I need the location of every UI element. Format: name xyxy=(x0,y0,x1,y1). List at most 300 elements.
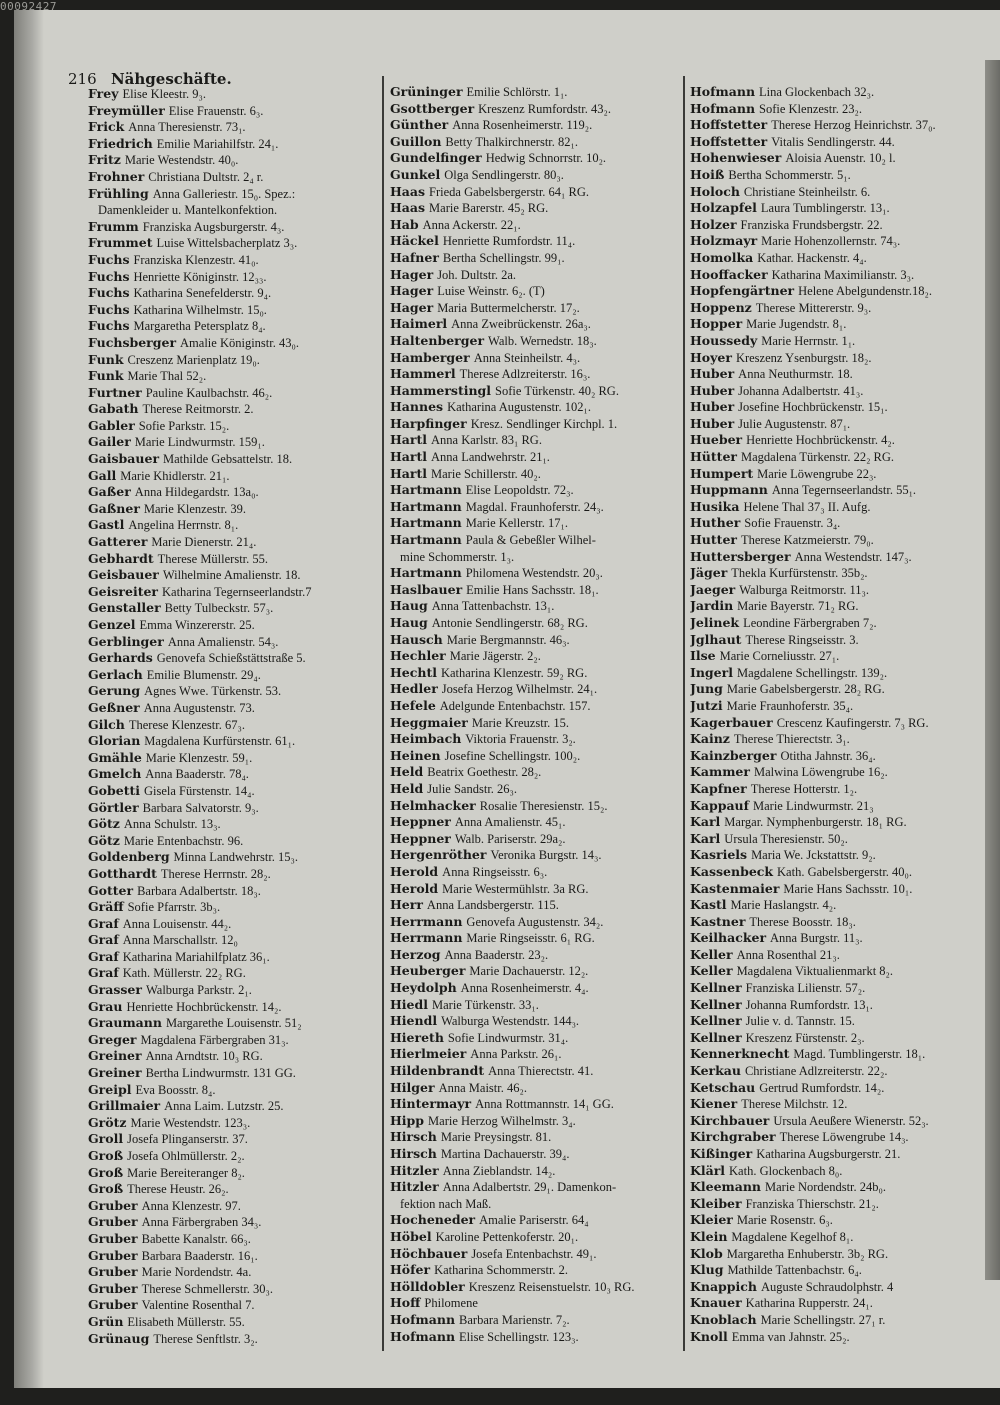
directory-entry xyxy=(88,584,373,601)
entry-surname: Heggmaier xyxy=(390,714,468,730)
entry-details: Luise Weinstr. 6₂. (T) xyxy=(437,284,545,299)
directory-entry xyxy=(390,1279,675,1296)
directory-entry xyxy=(690,1179,980,1196)
entry-details: Therese Herrnstr. 28₂. xyxy=(160,866,271,881)
entry-details: Emilie Mariahilfstr. 24₁. xyxy=(156,136,279,151)
entry-surname: Kammer xyxy=(690,764,750,780)
directory-entry xyxy=(88,932,373,949)
entry-surname: Huber xyxy=(690,366,735,382)
entry-surname: Kirchgraber xyxy=(690,1129,776,1145)
directory-entry xyxy=(390,300,675,317)
next-page-edge xyxy=(985,60,1000,1280)
entry-details: Anna Thierectstr. 41. xyxy=(488,1064,594,1079)
directory-entry xyxy=(88,1248,373,1265)
entry-details: Anna Amalienstr. 54₃. xyxy=(167,634,279,649)
directory-entry xyxy=(690,582,980,599)
directory-entry xyxy=(390,549,675,566)
entry-details: Anna Marschallstr. 12₀ xyxy=(122,933,238,948)
entry-details: Anna Amalienstr. 45₁. xyxy=(454,815,566,830)
directory-entry xyxy=(690,997,980,1014)
entry-details: Sofie Parkstr. 15₂. xyxy=(138,418,230,433)
entry-details: Anna Rosenthal 21₃. xyxy=(736,947,840,962)
directory-entry xyxy=(690,233,980,250)
entry-surname: Frummet xyxy=(88,235,153,251)
entry-details: Marie Dienerstr. 21₄. xyxy=(151,535,257,550)
directory-entry xyxy=(690,914,980,931)
entry-details: Elise Schellingstr. 123₃. xyxy=(459,1329,579,1344)
entry-details: Emilie Schlörstr. 1₁. xyxy=(466,85,568,99)
directory-entry xyxy=(390,648,675,665)
entry-surname: Gerung xyxy=(88,683,141,699)
directory-entry xyxy=(690,333,980,350)
entry-details: Emma van Jahnstr. 25₂. xyxy=(731,1329,850,1344)
entry-surname: Jaeger xyxy=(690,581,736,597)
directory-entry xyxy=(88,1115,373,1132)
directory-entry xyxy=(88,119,373,136)
entry-details: Franziska Frundsbergstr. 22. xyxy=(740,217,883,232)
entry-surname: Keller xyxy=(690,946,733,962)
directory-entry xyxy=(690,1146,980,1163)
directory-entry xyxy=(88,600,373,617)
entry-surname: Hiedl xyxy=(390,996,429,1012)
entry-details: Therese Boosstr. 18₃. xyxy=(749,914,856,929)
entry-surname: Hooffacker xyxy=(690,266,768,282)
entry-details: Angelina Herrnstr. 8₁. xyxy=(128,518,239,533)
entry-details: Marie Türkenstr. 33₁. xyxy=(432,997,539,1012)
entry-surname: Harpfinger xyxy=(390,415,467,431)
directory-entry xyxy=(390,914,675,931)
directory-entry xyxy=(390,897,675,914)
entry-details: Marie Ringseisstr. 6₁ RG. xyxy=(466,931,595,946)
directory-entry xyxy=(88,152,373,169)
directory-entry xyxy=(690,316,980,333)
directory-entry xyxy=(390,1262,675,1279)
entry-details: Marie Westermühlstr. 3a RG. xyxy=(442,881,589,896)
entry-details: Marie Jugendstr. 8₁. xyxy=(746,317,847,332)
entry-surname: Grötz xyxy=(88,1114,127,1130)
entry-surname: Häckel xyxy=(390,233,439,249)
directory-entry xyxy=(88,833,373,850)
directory-entry xyxy=(88,1048,373,1065)
directory-entry xyxy=(390,217,675,234)
entry-details: Bertha Schellingstr. 99₁. xyxy=(442,250,565,265)
entry-details: Kreszenz Reisenstuelstr. 10₃ RG. xyxy=(468,1279,635,1294)
entry-details: Johanna Adalbertstr. 41₃. xyxy=(738,383,864,398)
entry-surname: Haltenberger xyxy=(390,332,485,348)
entry-surname: Gaisbauer xyxy=(88,451,160,467)
directory-entry xyxy=(390,781,675,798)
directory-entry xyxy=(390,101,675,118)
entry-details: Genovefa Augustenstr. 34₂. xyxy=(466,914,604,929)
entry-details: Marie Herrnstr. 1₁. xyxy=(761,333,856,348)
entry-surname: Hager xyxy=(390,299,434,315)
entry-surname: Groll xyxy=(88,1131,124,1147)
directory-entry xyxy=(88,186,373,203)
entry-details: Ursula Aeußere Wienerstr. 52₃. xyxy=(773,1113,929,1128)
entry-details: Frieda Gabelsbergerstr. 64₁ RG. xyxy=(429,184,590,199)
entry-details: Therese Klenzestr. 67₃. xyxy=(128,717,245,732)
entry-surname: Holzapfel xyxy=(690,200,757,216)
entry-surname: Graf xyxy=(88,948,119,964)
entry-surname: Holzmayr xyxy=(690,233,758,249)
directory-entry xyxy=(690,1113,980,1130)
entry-surname: Groß xyxy=(88,1164,124,1180)
directory-entry xyxy=(390,200,675,217)
entry-details: Walburga Parkstr. 2₁. xyxy=(145,983,252,998)
entry-details: Otitha Jahnstr. 36₄. xyxy=(780,748,876,763)
directory-entry xyxy=(390,1013,675,1030)
scan-id: 00092427 xyxy=(0,0,57,13)
directory-entry xyxy=(690,1129,980,1146)
entry-surname: Hab xyxy=(390,216,419,232)
directory-entry xyxy=(88,1131,373,1148)
directory-entry xyxy=(88,285,373,302)
entry-details: Marie Herzog Wilhelmstr. 3₄. xyxy=(428,1113,576,1128)
entry-details: Magd. Tumblingerstr. 18₁. xyxy=(793,1047,926,1062)
entry-details: Elisabeth Müllerstr. 55. xyxy=(127,1314,245,1329)
directory-entry xyxy=(390,1146,675,1163)
directory-entry xyxy=(88,1098,373,1115)
entry-surname: Ketschau xyxy=(690,1079,756,1095)
entry-details: Marie Lindwurmstr. 159₁. xyxy=(134,435,265,450)
entry-surname: Jäger xyxy=(690,565,728,581)
entry-details: Josefa Entenbachstr. 49₁. xyxy=(471,1246,597,1261)
entry-surname: Klug xyxy=(690,1262,724,1278)
directory-entry xyxy=(390,150,675,167)
entry-surname: Herrmann xyxy=(390,930,463,946)
directory-entry xyxy=(88,916,373,933)
entry-surname: Graf xyxy=(88,932,119,948)
directory-entry xyxy=(88,1214,373,1231)
entry-details: Auguste Schraudolphstr. 4 xyxy=(760,1279,894,1294)
directory-entry xyxy=(88,899,373,916)
entry-details: Anna Landwehrstr. 21₁. xyxy=(431,450,550,465)
entry-surname: Karl xyxy=(690,814,721,830)
entry-details: Anna Westendstr. 147₃. xyxy=(794,549,912,564)
entry-surname: Hitzler xyxy=(390,1179,439,1195)
entry-surname: Hoffstetter xyxy=(690,133,768,149)
entry-surname: Gerblinger xyxy=(88,633,164,649)
directory-entry xyxy=(690,366,980,383)
directory-entry xyxy=(690,167,980,184)
entry-surname: Hitzler xyxy=(390,1162,439,1178)
entry-surname: Gräff xyxy=(88,899,124,915)
entry-surname: Heppner xyxy=(390,830,451,846)
directory-entry xyxy=(390,980,675,997)
entry-details: Anna Rosenheimerstr. 4₄. xyxy=(460,981,589,996)
directory-entry xyxy=(88,634,373,651)
entry-surname: Greger xyxy=(88,1031,137,1047)
directory-entry xyxy=(88,683,373,700)
entry-surname: Fritz xyxy=(88,152,121,168)
entry-details: Anna Baaderstr. 78₄. xyxy=(145,767,249,782)
directory-entry xyxy=(690,715,980,732)
entry-surname: Knoblach xyxy=(690,1311,757,1327)
directory-entry xyxy=(690,1030,980,1047)
entry-details: Therese Thierectstr. 3₁. xyxy=(733,732,850,747)
entry-surname: Frey xyxy=(88,86,119,101)
directory-entry xyxy=(390,814,675,831)
directory-entry xyxy=(88,385,373,402)
directory-entry xyxy=(88,302,373,319)
directory-column-2 xyxy=(390,84,675,1345)
directory-entry xyxy=(88,517,373,534)
directory-entry xyxy=(690,200,980,217)
entry-details: Therese Senftlstr. 3₂. xyxy=(153,1331,258,1346)
entry-surname: Hilger xyxy=(390,1079,435,1095)
directory-entry xyxy=(390,84,675,101)
directory-entry xyxy=(690,532,980,549)
entry-surname: Hartl xyxy=(390,432,428,448)
entry-surname: Hütter xyxy=(690,449,737,465)
directory-entry xyxy=(690,283,980,300)
entry-surname: Husika xyxy=(690,498,740,514)
entry-details: Marie Westendstr. 40₀. xyxy=(124,153,239,168)
entry-details: Therese Milchstr. 12. xyxy=(741,1097,848,1112)
entry-details: Bertha Schommerstr. 5₁. xyxy=(728,167,851,182)
entry-details: Elise Frauenstr. 6₃. xyxy=(168,103,264,118)
entry-details: Wilhelmine Amalienstr. 18. xyxy=(162,568,301,583)
entry-surname: Jutzi xyxy=(690,697,723,713)
directory-entry xyxy=(88,1297,373,1314)
entry-details: Katharina Maximilianstr. 3₃. xyxy=(771,267,915,282)
entry-details: fektion nach Maß. xyxy=(400,1196,492,1211)
entry-surname: Goldenberg xyxy=(88,849,170,865)
entry-surname: Hartmann xyxy=(390,482,462,498)
entry-details: Damenkleider u. Mantelkonfektion. xyxy=(98,203,278,218)
entry-surname: Heinen xyxy=(390,747,441,763)
entry-details: Mathilde Tattenbachstr. 6₄. xyxy=(727,1263,862,1278)
entry-details: Beatrix Goethestr. 28₂. xyxy=(427,765,542,780)
entry-surname: Klein xyxy=(690,1228,728,1244)
entry-surname: Fuchsberger xyxy=(88,334,177,350)
entry-details: Genovefa Schießstättstraße 5. xyxy=(156,651,306,666)
entry-surname: Keller xyxy=(690,963,733,979)
entry-details: Josefa Ohlmüllerstr. 2₂. xyxy=(127,1149,245,1163)
entry-surname: Gruber xyxy=(88,1297,138,1313)
entry-surname: Groß xyxy=(88,1148,124,1163)
entry-details: Marie Bayerstr. 71₂ RG. xyxy=(737,599,859,614)
entry-surname: Held xyxy=(390,764,424,780)
directory-entry xyxy=(690,1246,980,1263)
entry-details: Anna Tattenbachstr. 13₁. xyxy=(431,599,555,614)
entry-details: Magdalena Kurfürstenstr. 61₁. xyxy=(144,734,296,749)
entry-details: Therese Müllerstr. 55. xyxy=(157,551,269,566)
directory-entry xyxy=(390,482,675,499)
directory-entry xyxy=(690,134,980,151)
directory-entry xyxy=(390,416,675,433)
directory-entry xyxy=(690,300,980,317)
directory-entry xyxy=(88,468,373,485)
directory-entry xyxy=(390,764,675,781)
entry-details: Elise Leopoldstr. 72₃. xyxy=(465,483,574,498)
entry-details: Marie Bereiteranger 8₂. xyxy=(127,1165,245,1180)
entry-surname: Kerkau xyxy=(690,1063,741,1079)
entry-details: Anna Steinheilstr. 4₃. xyxy=(473,350,581,365)
entry-details: Marie Lindwurmstr. 21₃ xyxy=(753,798,874,813)
directory-entry xyxy=(690,1196,980,1213)
directory-entry xyxy=(88,1082,373,1099)
entry-surname: Hofmann xyxy=(390,1311,456,1327)
directory-entry xyxy=(88,982,373,999)
directory-entry xyxy=(88,252,373,269)
entry-surname: Held xyxy=(390,780,424,796)
entry-details: Therese Schmellerstr. 30₃. xyxy=(141,1281,274,1296)
directory-entry xyxy=(390,283,675,300)
entry-details: Emma Winzererstr. 25. xyxy=(139,618,255,632)
entry-details: Franziska Lilienstr. 57₂. xyxy=(745,981,866,996)
directory-entry xyxy=(690,615,980,632)
directory-entry xyxy=(390,267,675,284)
directory-entry xyxy=(690,250,980,267)
entry-details: Laura Tumblingerstr. 13₁. xyxy=(760,201,890,216)
entry-details: Henriette Rumfordstr. 11₄. xyxy=(442,234,576,249)
entry-surname: Helmhacker xyxy=(390,797,476,813)
directory-entry xyxy=(390,963,675,980)
directory-entry xyxy=(690,1295,980,1312)
entry-details: Barbara Adalbertstr. 18₃. xyxy=(137,883,261,898)
directory-entry xyxy=(690,864,980,881)
entry-surname: Gundelfinger xyxy=(390,150,482,166)
entry-surname: Herrmann xyxy=(390,913,463,929)
entry-surname: Greipl xyxy=(88,1081,132,1097)
page-number: 216 xyxy=(68,70,97,88)
section-title: Nähgeschäfte. xyxy=(110,70,232,88)
directory-entry xyxy=(390,167,675,184)
entry-details: Katharina Rupperstr. 24₁. xyxy=(745,1296,873,1311)
entry-surname: Huther xyxy=(690,515,741,531)
directory-entry xyxy=(390,316,675,333)
entry-details: Anna Louisenstr. 44₂. xyxy=(122,916,232,931)
entry-surname: Frumm xyxy=(88,218,139,234)
entry-details: Katharina Klenzestr. 59₂ RG. xyxy=(440,665,588,680)
directory-entry xyxy=(88,1264,373,1281)
entry-details: Christiana Dultstr. 2₄ r. xyxy=(148,169,264,184)
entry-surname: Herold xyxy=(390,880,439,896)
directory-entry xyxy=(390,1196,675,1213)
entry-details: Marie Khidlerstr. 21₁. xyxy=(120,468,230,483)
entry-surname: Hartmann xyxy=(390,498,462,514)
directory-entry xyxy=(690,466,980,483)
entry-surname: Huppmann xyxy=(690,482,768,498)
entry-details: Marie Löwengrube 22₃. xyxy=(757,466,877,481)
directory-entry xyxy=(390,798,675,815)
entry-surname: Gruber xyxy=(88,1264,138,1280)
entry-details: Anna Arndtstr. 10₃ RG. xyxy=(145,1049,263,1064)
entry-surname: Hergenröther xyxy=(390,847,487,863)
entry-surname: Homolka xyxy=(690,249,754,265)
directory-entry xyxy=(88,1314,373,1331)
entry-details: Rosalie Theresienstr. 15₂. xyxy=(479,798,608,813)
entry-details: Walb. Pariserstr. 29a₂. xyxy=(454,831,566,846)
entry-surname: Geisbauer xyxy=(88,567,159,583)
entry-surname: Hedler xyxy=(390,681,438,697)
entry-details: Maria Buttermelcherstr. 17₂. xyxy=(437,300,580,315)
entry-details: Barbara Salvatorstr. 9₃. xyxy=(142,800,259,815)
directory-entry xyxy=(390,864,675,881)
entry-surname: Kastenmaier xyxy=(690,880,780,896)
entry-surname: Gmelch xyxy=(88,766,142,782)
entry-details: Bertha Lindwurmstr. 131 GG. xyxy=(145,1066,296,1081)
entry-details: Gertrud Rumfordstr. 14₂. xyxy=(759,1080,885,1095)
entry-surname: Gruber xyxy=(88,1280,138,1296)
entry-details: Margarethe Louisenstr. 51₂ xyxy=(165,1016,302,1031)
entry-surname: Huttersberger xyxy=(690,548,791,564)
entry-surname: Gruber xyxy=(88,1247,138,1263)
entry-surname: Gaßner xyxy=(88,500,140,516)
entry-details: Marie Hans Sachsstr. 10₁. xyxy=(783,881,913,896)
entry-surname: Heydolph xyxy=(390,980,457,996)
entry-details: Marie Corneliusstr. 27₁. xyxy=(719,649,840,664)
directory-entry xyxy=(690,764,980,781)
entry-details: Marie Klenzestr. 59₁. xyxy=(145,750,253,765)
entry-surname: Gaßer xyxy=(88,484,131,500)
entry-details: Marie Fraunhoferstr. 35₄. xyxy=(726,698,854,713)
entry-surname: Huber xyxy=(690,415,735,431)
directory-entry xyxy=(690,831,980,848)
directory-entry xyxy=(390,831,675,848)
directory-entry xyxy=(690,383,980,400)
entry-details: Anna Landsbergerstr. 115. xyxy=(426,898,559,913)
directory-entry xyxy=(88,1181,373,1198)
entry-surname: Klob xyxy=(690,1245,723,1261)
directory-entry xyxy=(390,1046,675,1063)
entry-surname: Gunkel xyxy=(390,166,441,182)
entry-surname: Kappauf xyxy=(690,797,750,813)
directory-entry xyxy=(390,881,675,898)
directory-entry xyxy=(88,219,373,236)
directory-entry xyxy=(690,1063,980,1080)
directory-entry xyxy=(88,1065,373,1082)
entry-details: Anna Laim. Lutzstr. 25. xyxy=(164,1099,284,1114)
entry-details: Katharina Wilhelmstr. 15₀. xyxy=(133,302,267,317)
entry-surname: Hager xyxy=(390,283,434,299)
entry-surname: Friedrich xyxy=(88,135,153,151)
directory-entry xyxy=(88,451,373,468)
entry-details: Vitalis Sendlingerstr. 44. xyxy=(771,134,895,149)
entry-details: Julie Sandstr. 26₃. xyxy=(427,781,518,796)
entry-details: Sofie Klenzestr. 23₂. xyxy=(759,101,862,116)
entry-details: Elise Kleestr. 9₃. xyxy=(122,87,206,101)
entry-surname: Houssedy xyxy=(690,332,758,348)
entry-surname: Grasser xyxy=(88,982,142,998)
entry-surname: Grau xyxy=(88,998,123,1014)
directory-entry xyxy=(690,549,980,566)
entry-surname: Gerhards xyxy=(88,650,153,666)
entry-details: Julie v. d. Tannstr. 15. xyxy=(745,1014,855,1029)
directory-entry xyxy=(88,418,373,435)
directory-entry xyxy=(690,781,980,798)
entry-surname: Hartl xyxy=(390,449,428,465)
directory-entry xyxy=(690,267,980,284)
directory-entry xyxy=(390,565,675,582)
directory-entry xyxy=(690,665,980,682)
directory-entry xyxy=(390,449,675,466)
directory-entry xyxy=(390,1229,675,1246)
entry-surname: Gastl xyxy=(88,517,125,533)
directory-entry xyxy=(390,250,675,267)
entry-details: Marie Hohenzollernstr. 74₃. xyxy=(761,234,901,249)
entry-surname: Kellner xyxy=(690,1029,742,1045)
entry-surname: Haas xyxy=(390,200,426,216)
directory-entry xyxy=(390,1129,675,1146)
directory-entry xyxy=(88,965,373,982)
directory-entry xyxy=(390,134,675,151)
entry-surname: Glorian xyxy=(88,733,141,749)
entry-surname: Knauer xyxy=(690,1295,742,1311)
directory-entry xyxy=(690,648,980,665)
entry-details: Henriette Hochbrückenstr. 14₂. xyxy=(126,999,282,1014)
